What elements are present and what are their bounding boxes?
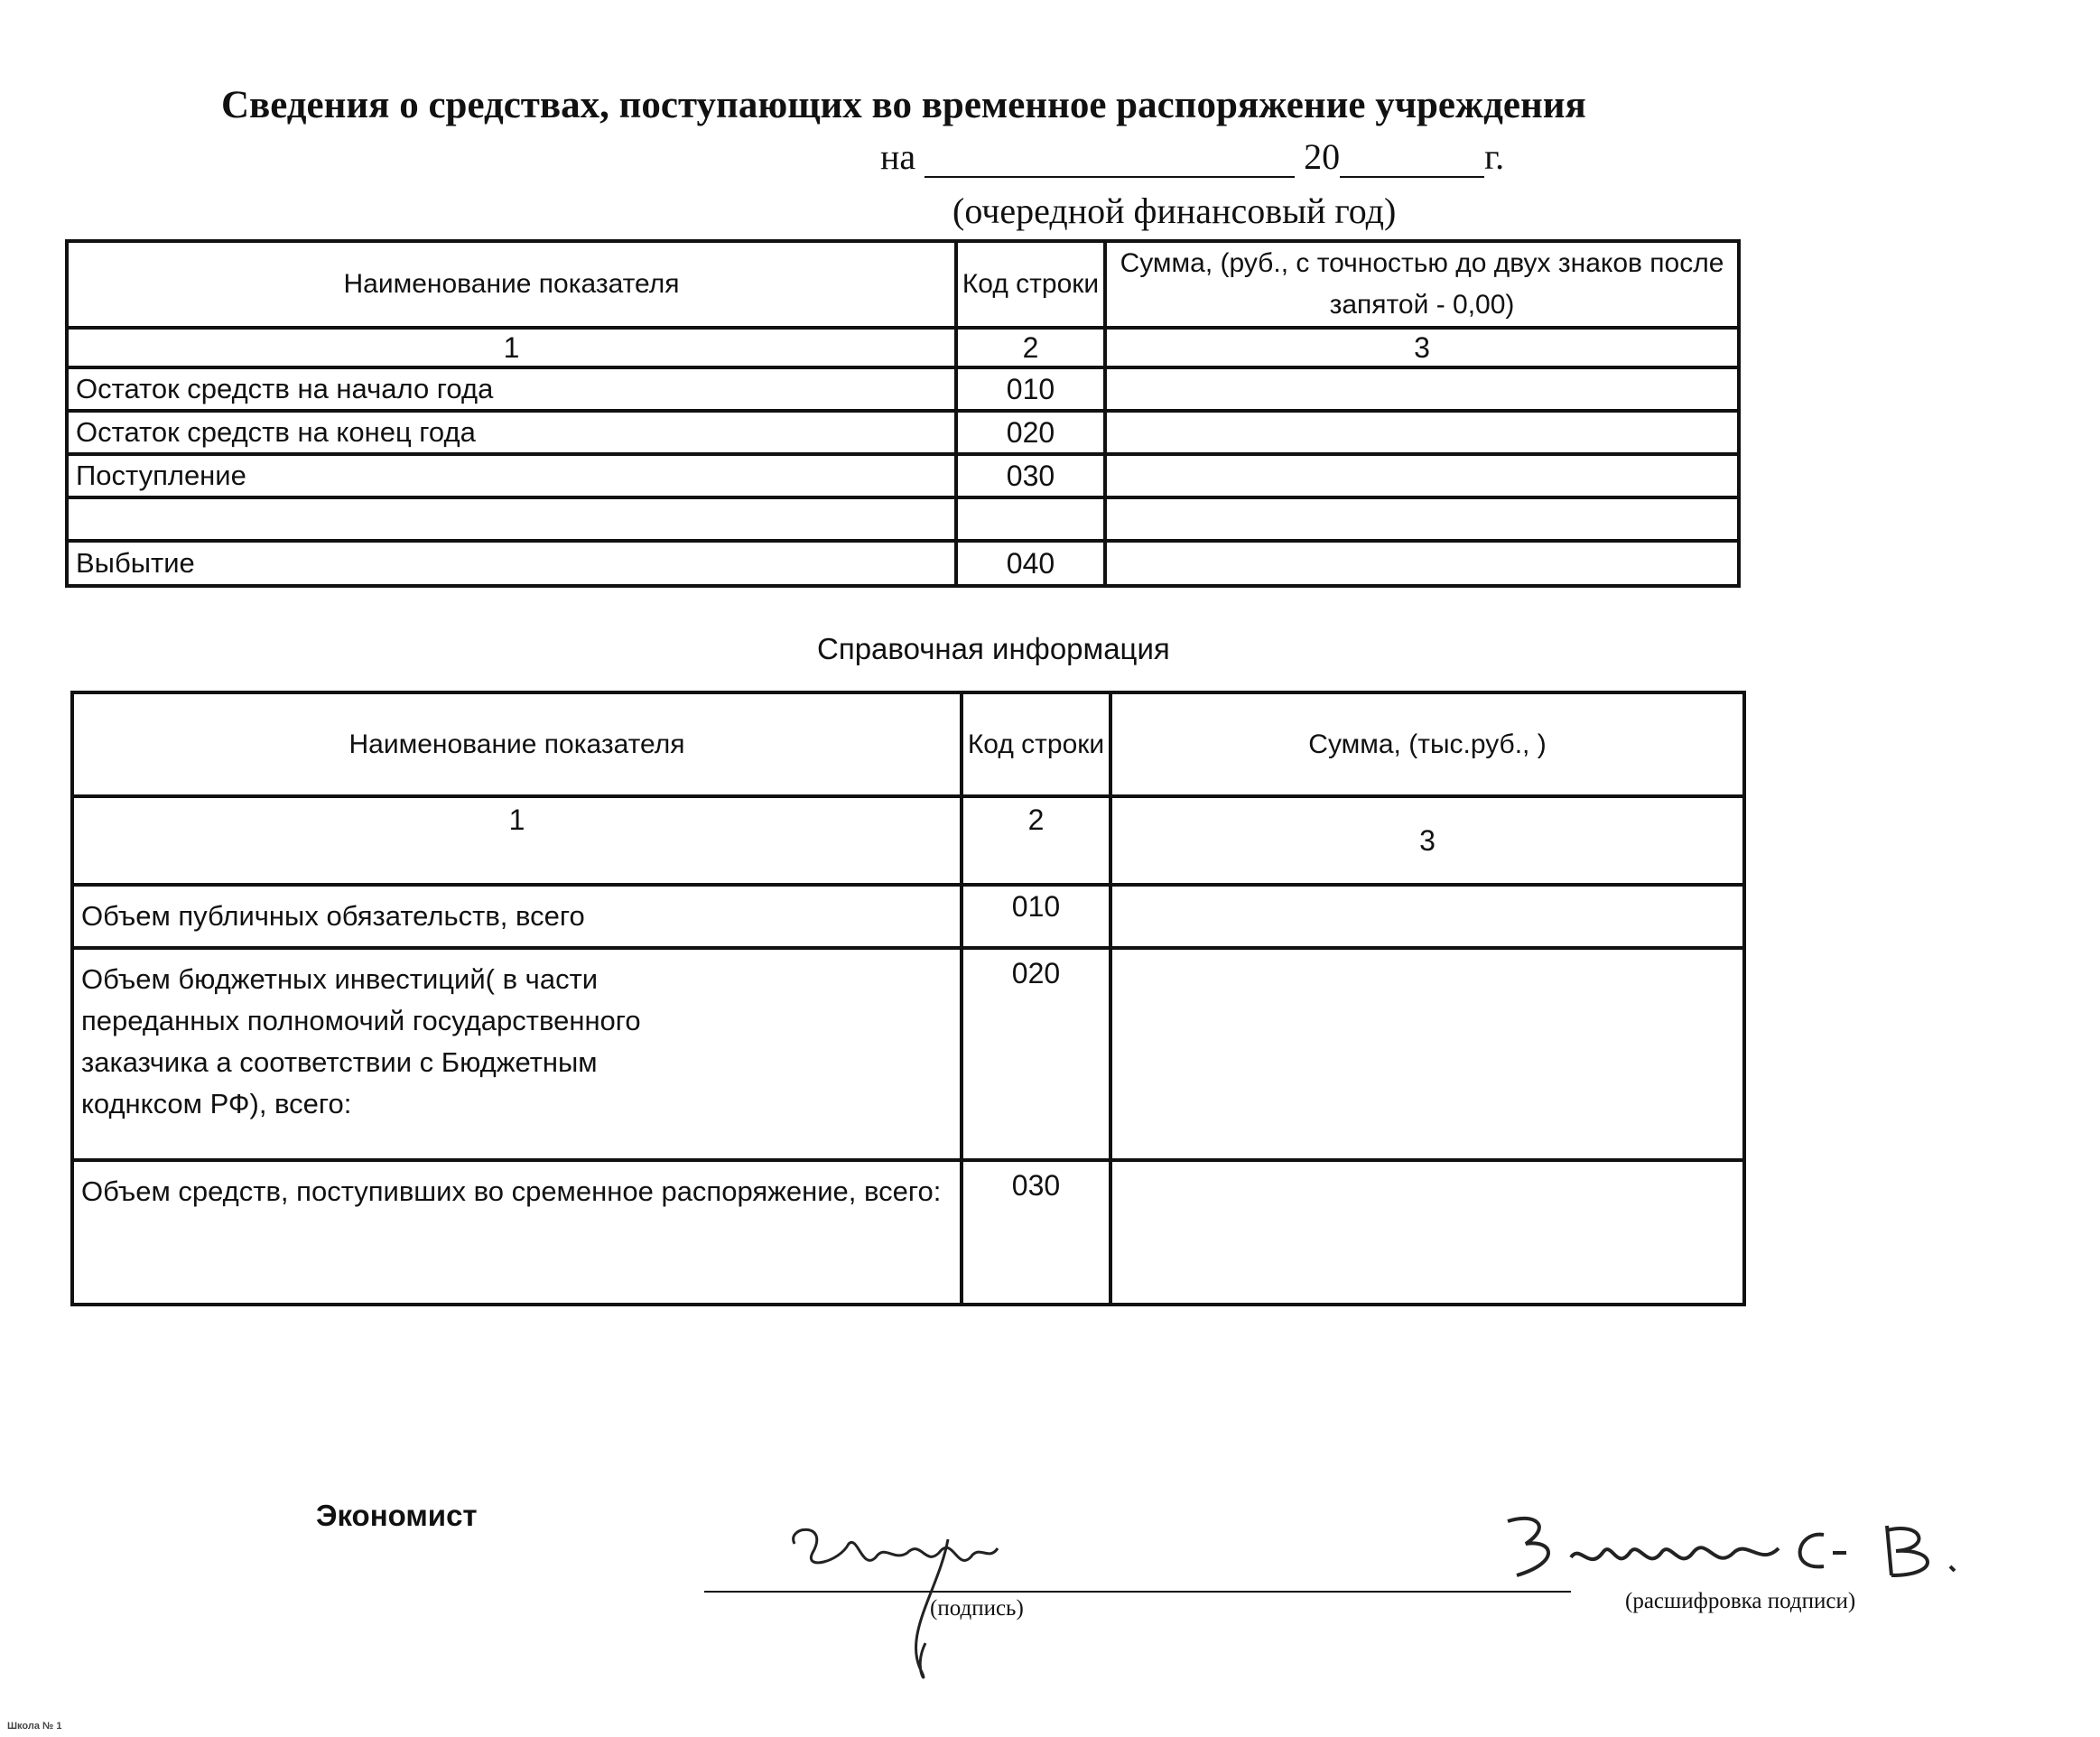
row-code: 030 <box>962 1160 1110 1305</box>
row-sum <box>1110 1160 1744 1305</box>
row-code: 020 <box>956 411 1105 454</box>
col-header-sum: Сумма, (руб., с точностью до двух знаков после запятой - 0,00) <box>1105 241 1739 328</box>
table-row <box>67 411 1739 454</box>
col-header-name: Наименование показателя <box>72 692 962 796</box>
row-code: 010 <box>956 367 1105 411</box>
table-row <box>67 367 1739 411</box>
funds-table <box>65 239 1741 588</box>
signer-position: Экономист <box>316 1499 478 1532</box>
row-code: 010 <box>962 885 1110 948</box>
row-code: 020 <box>962 948 1110 1160</box>
row-name: Выбытие <box>67 541 956 586</box>
reference-table <box>70 691 1746 1306</box>
row-sum <box>1110 885 1744 948</box>
table-row <box>72 1160 1744 1305</box>
col-number: 3 <box>1105 328 1739 367</box>
row-name: Объем средств, поступивших во сременное распоряжение, всего: <box>72 1160 962 1305</box>
row-code: 040 <box>956 541 1105 586</box>
handwritten-name <box>1499 1508 2040 1589</box>
row-code <box>956 497 1105 541</box>
row-name: Объем публичных обязательств, всего <box>72 885 962 948</box>
col-number: 1 <box>67 328 956 367</box>
row-sum <box>1105 454 1739 497</box>
signature-caption: (подпись) <box>930 1596 1024 1621</box>
row-name: Остаток средств на конец года <box>67 411 956 454</box>
date-line <box>880 135 1504 178</box>
col-header-code: Код строки <box>956 241 1105 328</box>
col-header-code: Код строки <box>962 692 1110 796</box>
row-sum <box>1105 497 1739 541</box>
date-prefix: на <box>880 136 916 177</box>
table-row <box>72 885 1744 948</box>
col-number: 2 <box>956 328 1105 367</box>
document-title: Сведения о средствах, поступающих во временное распоряжение учреждения <box>221 84 1586 126</box>
col-number: 1 <box>72 796 962 885</box>
col-number: 3 <box>1110 796 1744 885</box>
year-prefix: 20 <box>1304 136 1341 177</box>
row-sum <box>1105 367 1739 411</box>
row-sum <box>1110 948 1744 1160</box>
table-row <box>67 497 1739 541</box>
row-name: Поступление <box>67 454 956 497</box>
name-caption: (расшифровка подписи) <box>1625 1589 1856 1613</box>
row-name <box>67 497 956 541</box>
row-name: Объем бюджетных инвестиций( в части переданных полномочий государственного заказчика а соответствии с Бюджетным коднксом РФ), всего: <box>72 948 962 1160</box>
table-row <box>67 541 1739 586</box>
row-name: Остаток средств на начало года <box>67 367 956 411</box>
table-row <box>67 454 1739 497</box>
col-number: 2 <box>962 796 1110 885</box>
table-row <box>72 948 1744 1160</box>
col-header-name: Наименование показателя <box>67 241 956 328</box>
document-subtitle: (очередной финансовый год) <box>952 190 1397 231</box>
row-sum <box>1105 541 1739 586</box>
row-code: 030 <box>956 454 1105 497</box>
date-blank <box>925 175 1295 178</box>
year-blank <box>1340 175 1484 178</box>
row-sum <box>1105 411 1739 454</box>
reference-title: Справочная информация <box>817 632 1170 665</box>
col-header-sum: Сумма, (тыс.руб., ) <box>1110 692 1744 796</box>
year-suffix: г. <box>1484 136 1505 177</box>
footer-mark: Школа № 1 <box>7 1721 62 1732</box>
